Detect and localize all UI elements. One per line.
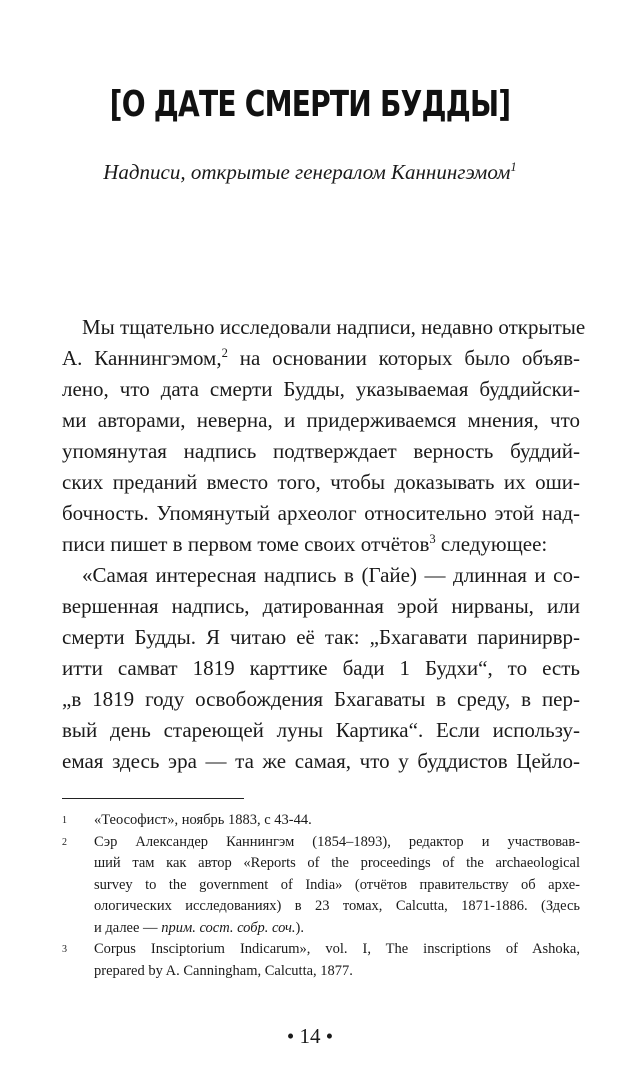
text-line: итти самват 1819 карттике бади 1 Будхи“, то есть: [62, 656, 580, 680]
text-line: бочность. Упомянутый археолог относительно этой над-: [62, 501, 580, 525]
page-number: • 14 •: [286, 1024, 334, 1048]
text-line: лено, что дата смерти Будды, указываемая буддийски-: [62, 377, 580, 401]
body-text: [62, 312, 586, 777]
footnote-line: Corpus Insciptorium Indicarum», vol. I, The inscriptions of Ashoka,: [94, 941, 580, 957]
footnote-ref: 3: [429, 532, 436, 546]
text-line: „в 1819 году освобождения Бхагаваты в среду, в пер-: [62, 687, 580, 711]
footnote: [62, 832, 580, 940]
footnote-line: ологических исследованиях) в 23 томах, Calcutta, 1871-1886. (Здесь: [94, 898, 580, 914]
text-line: писи пишет в первом томе своих отчётов$^3$ следующее:: [62, 532, 548, 556]
footnote-number: 3: [62, 944, 67, 955]
text-line: емая здесь эра — та же самая, что у буддистов Цейло-: [62, 749, 580, 773]
footnote-ref: 1: [510, 160, 517, 174]
subtitle-text: Надписи, открытые генералом Каннингэмом: [103, 160, 511, 184]
footnote: [62, 939, 580, 982]
footnote-number: 1: [62, 815, 67, 826]
footnote-ref: 2: [221, 346, 228, 360]
footnote-line: prepared by A. Canningham, Calcutta, 1877.: [94, 962, 353, 979]
footnotes: [62, 810, 580, 982]
footnote-line: ший там как автор «Reports of the proceedings of the archaeological: [94, 855, 580, 871]
text-line: ми авторами, неверна, и придерживаемся мнения, что: [62, 408, 580, 432]
text-line: А. Каннингэмом,$^2$ на основании которых было объяв-: [62, 346, 581, 370]
footnote-divider: [62, 798, 244, 799]
footnote-line: «Теософист», ноябрь 1883, с 43-44.: [94, 812, 312, 828]
text-line: вершенная надпись, датированная эрой нирваны, или: [62, 594, 580, 618]
footnote-line: Сэр Александер Каннингэм (1854–1893), редактор и участвовав-: [94, 833, 580, 850]
text-line: ских преданий вместо того, чтобы доказывать их оши-: [62, 470, 580, 494]
chapter-title: [О ДАТЕ СМЕРТИ БУДДЫ]: [109, 84, 511, 125]
text-line: смерти Будды. Я читаю её так: „Бхагавати паринирвр-: [62, 625, 580, 649]
text-line: «Самая интересная надпись в (Гайе) — длинная и со-: [82, 563, 580, 587]
footnote-line: и далее — прим. сост. собр. соч.).: [94, 919, 304, 936]
text-line: Мы тщательно исследовали надписи, недавно открытые: [82, 315, 586, 339]
text-line: вый день стареющей луны Картика“. Если использу-: [62, 718, 580, 742]
text-line: упомянутая надпись подтверждает верность буддий-: [62, 439, 580, 463]
chapter-subtitle: [0, 160, 620, 185]
footnote-number: 2: [62, 836, 67, 848]
footnote: [62, 810, 580, 832]
footnote-line: survey to the government of India» (отчётов правительству об архе-: [94, 876, 580, 893]
